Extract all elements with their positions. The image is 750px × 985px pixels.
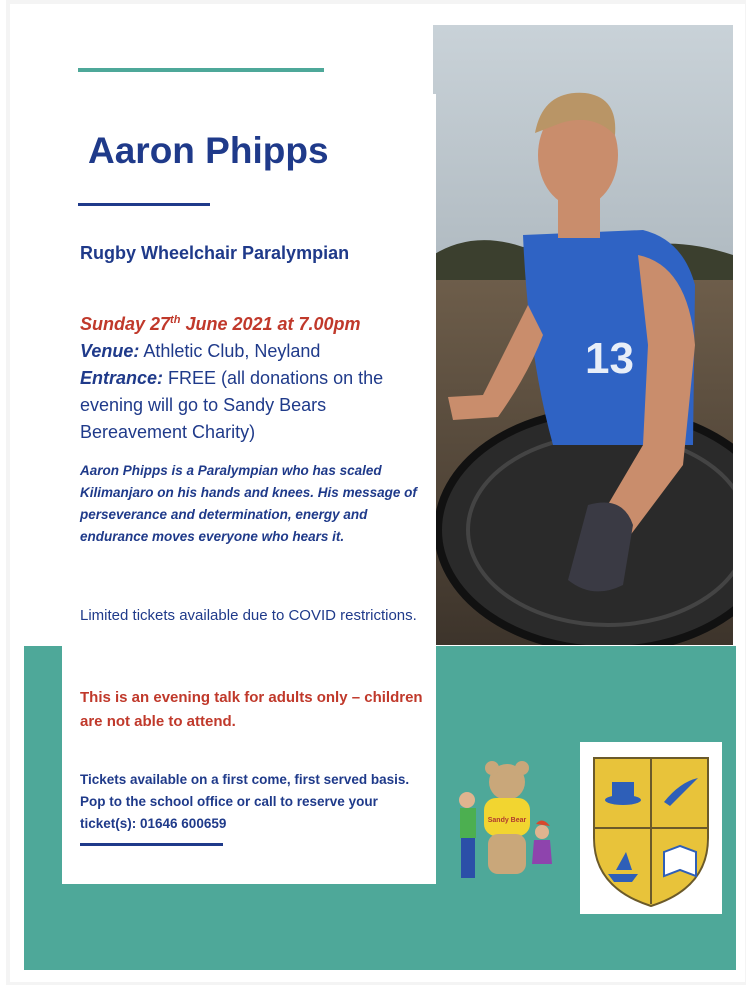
page-title: Aaron Phipps (88, 130, 329, 171)
sandy-bear-logo (452, 760, 562, 890)
title-underline (78, 203, 210, 206)
event-details (80, 307, 430, 446)
event-venue (80, 338, 430, 365)
bear-logo-label: Sandy Bear (487, 817, 527, 824)
adults-only-notice: This is an evening talk for adults only – children are not able to attend. (80, 689, 423, 730)
entrance-label: Entrance: (80, 368, 164, 388)
entrance-value: FREE (all donations on the evening will go to Sandy Bears Bereavement Charity) (80, 368, 384, 442)
bottom-rule (80, 843, 223, 846)
event-entrance (80, 365, 430, 446)
venue-value: Athletic Club, Neyland (139, 341, 321, 361)
event-date (80, 307, 430, 338)
school-crest-icon (580, 742, 722, 914)
speaker-description: Aaron Phipps is a Paralympian who has scaled Kilimanjaro on his hands and knees. His message of perseverance and determination, energy and endurance moves everyone who hears it. (80, 463, 417, 544)
limited-tickets-note: Limited tickets available due to COVID restrictions. (80, 607, 417, 624)
event-date-prefix: Sunday 27 (80, 314, 171, 334)
event-date-ordinal: th (170, 314, 181, 326)
subtitle: Rugby Wheelchair Paralympian (80, 243, 350, 263)
event-date-suffix: June 2021 at 7.00pm (180, 314, 361, 334)
venue-label: Venue: (80, 341, 140, 361)
top-rule (78, 68, 324, 72)
jersey-number: 13 (585, 334, 634, 383)
school-crest-box (580, 742, 722, 914)
ticket-info: Tickets available on a first come, first served basis. Pop to the school office or call to reserve your ticket(s): 01646 600659 (80, 772, 410, 831)
